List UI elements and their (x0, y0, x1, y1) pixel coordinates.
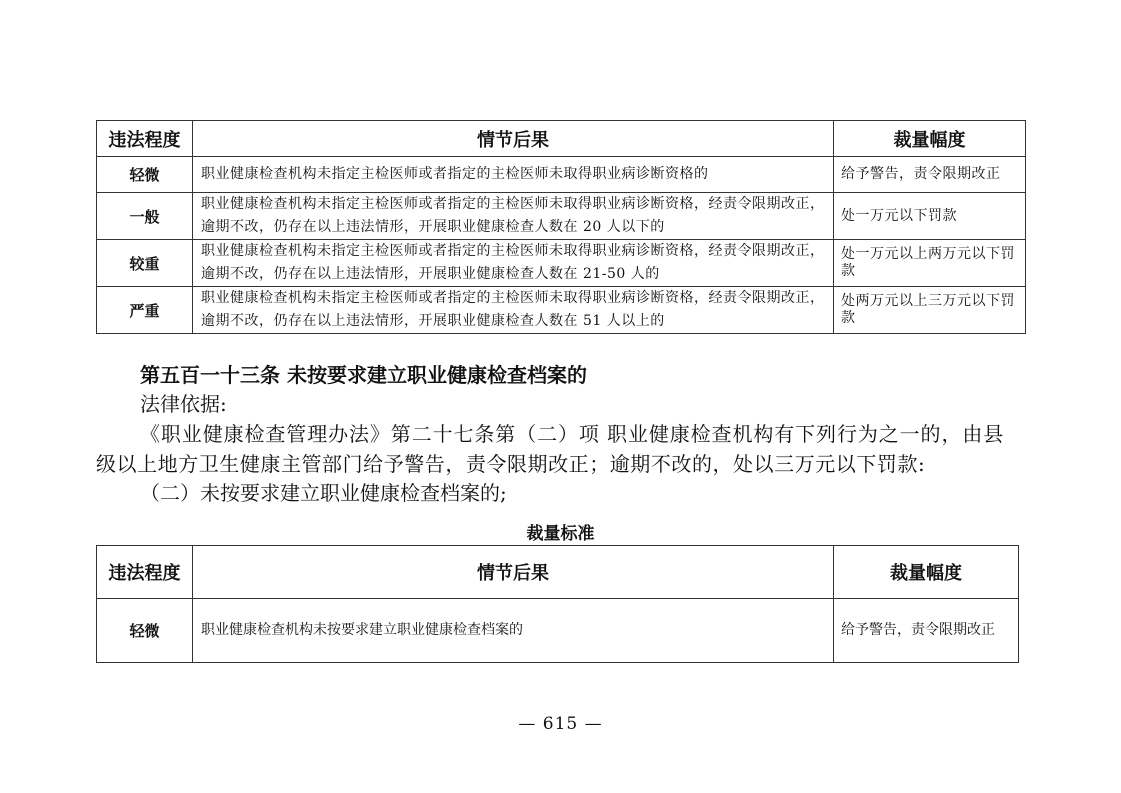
legal-basis-item: （二）未按要求建立职业健康检查档案的; (140, 481, 507, 505)
circumstance-cell: 职业健康检查机构未指定主检医师或者指定的主检医师未取得职业病诊断资格，经责令限期改正，逾期不改，仍存在以上违法情形，开展职业健康检查人数在 20 人以下的 (193, 193, 834, 240)
penalty-cell: 给予警告，责令限期改正 (834, 599, 1019, 663)
standard-title: 裁量标准 (526, 524, 595, 544)
degree-cell: 较重 (97, 240, 193, 287)
article-title: 第五百一十三条 未按要求建立职业健康检查档案的 (140, 363, 587, 387)
penalty-cell: 处两万元以上三万元以下罚款 (834, 287, 1026, 334)
header-penalty-range: 裁量幅度 (834, 121, 1026, 157)
penalty-table-1 (96, 120, 1026, 334)
circumstance-cell: 职业健康检查机构未指定主检医师或者指定的主检医师未取得职业病诊断资格的 (193, 157, 834, 193)
table-row (97, 240, 1026, 287)
legal-basis-label: 法律依据: (140, 392, 227, 416)
table-row (97, 287, 1026, 334)
circumstance-cell: 职业健康检查机构未按要求建立职业健康检查档案的 (193, 599, 834, 663)
header-degree: 违法程度 (97, 546, 193, 599)
page-number: — 615 — (518, 714, 603, 734)
penalty-table-2 (96, 545, 1019, 663)
legal-basis-text: 《职业健康检查管理办法》第二十七条第（二）项 职业健康检查机构有下列行为之一的，由县 (140, 422, 1005, 446)
degree-cell: 轻微 (97, 599, 193, 663)
table-row (97, 157, 1026, 193)
circumstance-cell: 职业健康检查机构未指定主检医师或者指定的主检医师未取得职业病诊断资格，经责令限期改正，逾期不改，仍存在以上违法情形，开展职业健康检查人数在 21-50 人的 (193, 240, 834, 287)
header-penalty-range: 裁量幅度 (834, 546, 1019, 599)
table-row (97, 599, 1019, 663)
legal-basis-text-continued: 级以上地方卫生健康主管部门给予警告，责令限期改正；逾期不改的，处以三万元以下罚款: (96, 452, 926, 476)
header-circumstances: 情节后果 (193, 546, 834, 599)
degree-cell: 轻微 (97, 157, 193, 193)
penalty-cell: 处一万元以下罚款 (834, 193, 1026, 240)
degree-cell: 严重 (97, 287, 193, 334)
header-circumstances: 情节后果 (193, 121, 834, 157)
circumstance-cell: 职业健康检查机构未指定主检医师或者指定的主检医师未取得职业病诊断资格，经责令限期改正，逾期不改，仍存在以上违法情形，开展职业健康检查人数在 51 人以上的 (193, 287, 834, 334)
header-degree: 违法程度 (97, 121, 193, 157)
degree-cell: 一般 (97, 193, 193, 240)
penalty-cell: 处一万元以上两万元以下罚款 (834, 240, 1026, 287)
penalty-cell: 给予警告，责令限期改正 (834, 157, 1026, 193)
table-row (97, 193, 1026, 240)
